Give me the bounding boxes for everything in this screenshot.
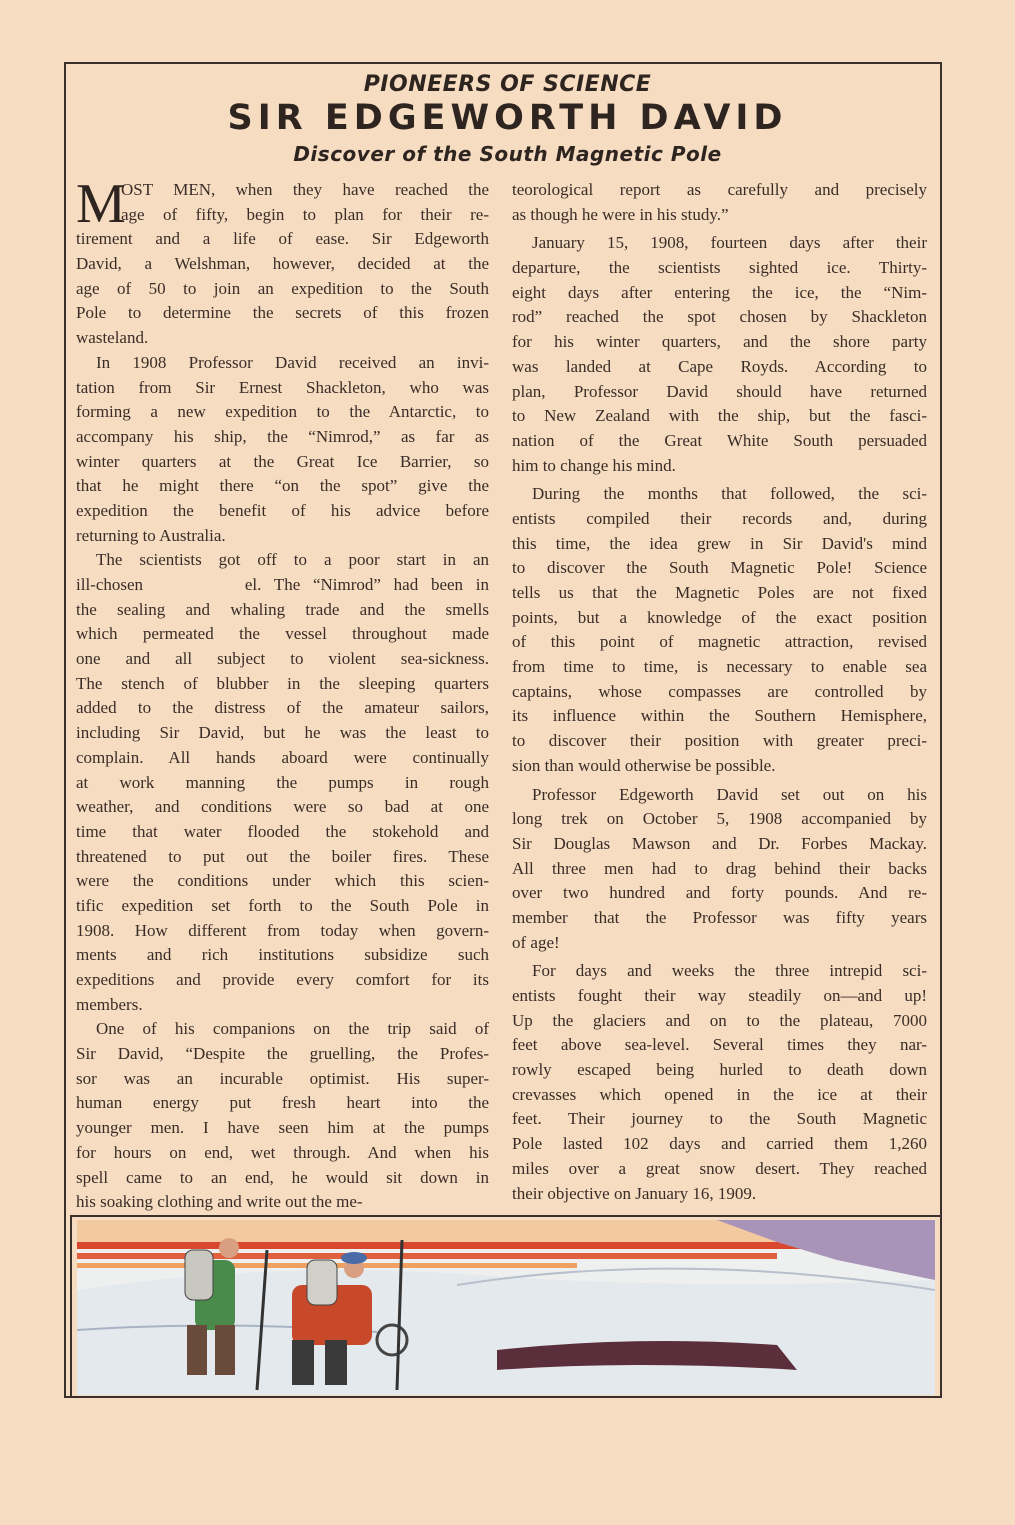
text-line: feet above sea-level. Several times they nar- — [512, 1035, 927, 1055]
text-line: human energy put fresh heart into the — [76, 1093, 489, 1113]
text-line: younger men. I have seen him at the pumps — [76, 1118, 489, 1138]
text-line: crevasses which opened in the ice at their — [512, 1084, 927, 1104]
text-line: eight days after entering the ice, the “Nim- — [512, 282, 927, 302]
text-line: miles over a great snow desert. They reached — [512, 1158, 927, 1178]
paragraph — [512, 783, 927, 956]
text-line: weather, and conditions were so bad at one — [76, 797, 489, 817]
left-column — [76, 173, 489, 1215]
drop-cap: M — [76, 173, 126, 235]
text-line: rowly escaped being hurled to death down — [512, 1060, 927, 1080]
text-line: expedition the benefit of his advice before — [76, 500, 489, 520]
text-line: age of 50 to join an expedition to the South — [76, 278, 489, 298]
text-line: members. — [76, 994, 143, 1014]
text-line: of age! — [512, 932, 560, 952]
text-line: sor was an incurable optimist. His super- — [76, 1068, 489, 1088]
text-line: The scientists got off to a poor start in an — [96, 550, 489, 570]
text-line: which permeated the vessel throughout made — [76, 624, 489, 644]
text-line: forming a new expedition to the Antarctic, to — [76, 402, 489, 422]
text-line: Professor Edgeworth David set out on his — [532, 784, 927, 804]
text-line: his soaking clothing and write out the me- — [76, 1192, 363, 1212]
text-line: plan, Professor David should have returned — [512, 381, 927, 401]
text-line: Pole lasted 102 days and carried them 1,260 — [512, 1134, 927, 1154]
text-line: to New Zealand with the ship, but the fasci- — [512, 406, 927, 426]
paragraph — [76, 351, 489, 549]
text-line: nation of the Great White South persuaded — [512, 430, 927, 450]
text-line: member that the Professor was fifty years — [512, 907, 927, 927]
text-line: captains, whose compasses are controlled by — [512, 681, 927, 701]
text-line: In 1908 Professor David received an invi- — [96, 352, 489, 372]
paragraph — [512, 482, 927, 778]
text-line: time that water flooded the stokehold and — [76, 821, 489, 841]
text-line: the sealing and whaling trade and the smells — [76, 599, 489, 619]
text-line: teorological report as carefully and precisely — [512, 180, 927, 199]
text-line: feet. Their journey to the South Magnetic — [512, 1109, 927, 1129]
paragraph — [76, 548, 489, 1017]
text-line: as though he were in his study.” — [512, 204, 729, 224]
text-line: their objective on January 16, 1909. — [512, 1183, 757, 1203]
text-line: from time to time, is necessary to enable sea — [512, 657, 927, 677]
text-line: OST MEN, when they have reached the — [121, 180, 489, 199]
text-line: tific expedition set forth to the South Pole in — [76, 895, 489, 915]
text-line: expeditions and provide every comfort for its — [76, 970, 489, 989]
text-line: Sir Douglas Mawson and Dr. Forbes Mackay. — [512, 833, 927, 853]
article-subtitle: Discover of the South Magnetic Pole — [293, 142, 722, 166]
text-line: points, but a knowledge of the exact position — [512, 607, 927, 627]
paragraph — [76, 173, 489, 351]
illustration-panel — [70, 1215, 942, 1398]
text-line: 1908. How different from today when govern- — [76, 920, 489, 940]
paragraph — [76, 1017, 489, 1215]
text-line: this time, the idea grew in Sir David's mind — [512, 533, 927, 553]
text-line: ill-chosen el. The “Nimrod” had been in — [76, 575, 489, 594]
text-line: its influence within the Southern Hemisphere, — [512, 706, 927, 726]
text-line: Up the glaciers and on to the plateau, 7000 — [512, 1010, 927, 1030]
text-line: threatened to put out the boiler fires. These — [76, 846, 489, 866]
text-line: were the conditions under which this scien- — [76, 871, 489, 891]
expedition-illustration — [77, 1220, 935, 1395]
text-line: departure, the scientists sighted ice. Thirty- — [512, 258, 927, 278]
text-line: added to the distress of the amateur sailors, — [76, 698, 489, 718]
text-line: sion than would otherwise be possible. — [512, 755, 776, 775]
text-line: of this point of magnetic attraction, revised — [512, 632, 927, 652]
text-line: Sir David, “Despite the gruelling, the Profes- — [76, 1044, 489, 1064]
text-line: at work manning the pumps in rough — [76, 772, 489, 792]
text-line: him to change his mind. — [512, 455, 676, 475]
text-line: that he might there “on the spot” give the — [76, 476, 489, 496]
text-line: tation from Sir Ernest Shackleton, who was — [76, 377, 489, 397]
right-column — [512, 178, 927, 1210]
text-line: tells us that the Magnetic Poles are not fixed — [512, 583, 927, 602]
text-line: age of fifty, begin to plan for their re- — [121, 204, 489, 224]
text-line: winter quarters at the Great Ice Barrier, so — [76, 451, 489, 471]
paragraph — [512, 231, 927, 478]
text-line: ments and rich institutions subsidize such — [76, 945, 489, 965]
series-kicker: PIONEERS OF SCIENCE — [363, 72, 652, 97]
text-line: Pole to determine the secrets of this frozen — [76, 303, 489, 323]
text-line: January 15, 1908, fourteen days after their — [532, 233, 927, 253]
text-line: returning to Australia. — [76, 525, 226, 545]
text-line: was landed at Cape Royds. According to — [512, 356, 927, 376]
text-line: to discover the South Magnetic Pole! Science — [512, 558, 927, 578]
text-line: over two hundred and forty pounds. And re- — [512, 883, 927, 903]
text-line: for hours on end, wet through. And when his — [76, 1142, 489, 1162]
paragraph — [512, 178, 927, 227]
text-line: spell came to an end, he would sit down in — [76, 1167, 489, 1187]
paragraph — [512, 959, 927, 1206]
text-line: including Sir David, but he was the least to — [76, 723, 489, 743]
text-line: long trek on October 5, 1908 accompanied by — [512, 809, 927, 829]
text-line: entists fought their way steadily on—and up! — [512, 986, 927, 1005]
text-line: complain. All hands aboard were continually — [76, 747, 489, 767]
text-line: rod” reached the spot chosen by Shackleton — [512, 307, 927, 327]
text-line: entists compiled their records and, during — [512, 508, 927, 528]
text-line: David, a Welshman, however, decided at the — [76, 254, 489, 274]
text-line: wasteland. — [76, 328, 149, 348]
text-line: for his winter quarters, and the shore party — [512, 332, 927, 352]
text-line: to discover their position with greater preci- — [512, 731, 927, 751]
text-line: During the months that followed, the sci- — [532, 484, 927, 504]
text-line: tirement and a life of ease. Sir Edgeworth — [76, 229, 489, 249]
article-title: SIR EDGEWORTH DAVID — [227, 98, 788, 138]
text-line: The stench of blubber in the sleeping quarters — [76, 673, 489, 693]
text-line: All three men had to drag behind their backs — [512, 858, 927, 878]
text-line: accompany his ship, the “Nimrod,” as far as — [76, 426, 489, 446]
text-line: One of his companions on the trip said of — [96, 1019, 489, 1039]
text-line: For days and weeks the three intrepid sci- — [532, 961, 927, 981]
text-line: one and all subject to violent sea-sickness. — [76, 649, 489, 669]
